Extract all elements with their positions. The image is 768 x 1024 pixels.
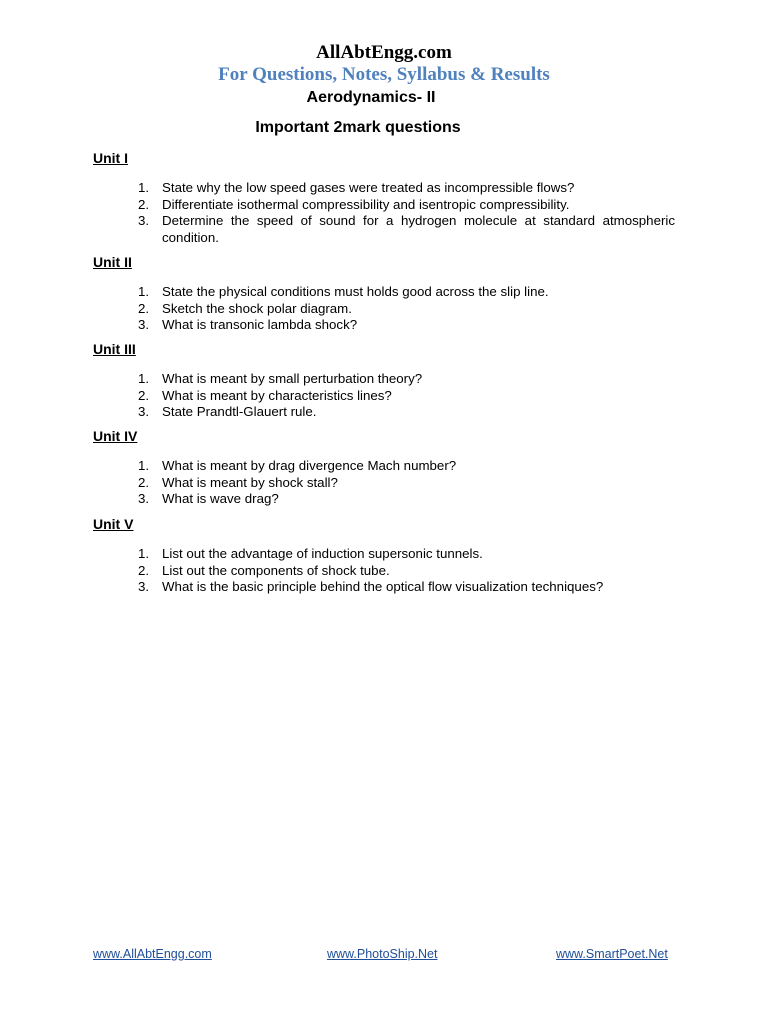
footer-link-smartpoet[interactable]: www.SmartPoet.Net [556, 947, 668, 961]
question-item [93, 180, 675, 197]
unit-title: Unit V [93, 516, 134, 532]
unit-section [93, 427, 693, 508]
question-text: Sketch the shock polar diagram. [162, 300, 352, 316]
unit-section [93, 515, 693, 596]
question-list [93, 371, 693, 421]
question-text: What is wave drag? [162, 491, 279, 506]
question-text: What is meant by characteristics lines? [162, 387, 392, 403]
question-item [93, 491, 675, 508]
question-text: State Prandtl-Glauert rule. [162, 404, 317, 419]
question-text: List out the components of shock tube. [162, 562, 390, 578]
question-text: State the physical conditions must holds good across the slip line. [162, 284, 549, 299]
question-text: List out the advantage of induction supersonic tunnels. [162, 546, 483, 561]
question-number: 3. [138, 317, 150, 332]
question-item [93, 284, 675, 301]
question-item [93, 213, 675, 246]
question-text: What is the basic principle behind the optical flow visualization techniques? [162, 579, 604, 594]
question-number: 1. [138, 180, 150, 195]
question-item [93, 404, 675, 421]
question-text: Determine the speed of sound for a hydrogen molecule at standard atmospheric condition. [162, 213, 675, 245]
question-number: 2. [138, 196, 150, 212]
site-tagline: For Questions, Notes, Syllabus & Results [218, 64, 550, 85]
question-item [93, 458, 675, 475]
unit-title: Unit I [93, 150, 128, 166]
question-item [93, 563, 675, 580]
document-heading: Important 2mark questions [255, 119, 461, 136]
question-item [93, 475, 675, 492]
question-number: 2. [138, 474, 150, 490]
question-text: Differentiate isothermal compressibility and isentropic compressibility. [162, 196, 570, 212]
question-list [93, 458, 693, 508]
unit-title: Unit IV [93, 428, 138, 444]
question-list [93, 284, 693, 334]
question-number: 2. [138, 300, 150, 316]
question-text: What is meant by small perturbation theory? [162, 371, 423, 386]
question-item [93, 546, 675, 563]
unit-section [93, 253, 693, 334]
question-text: What is meant by drag divergence Mach number? [162, 458, 457, 473]
question-number: 3. [138, 491, 150, 506]
question-text: What is meant by shock stall? [162, 474, 338, 490]
question-list [93, 180, 693, 246]
question-text: State why the low speed gases were treated as incompressible flows? [162, 180, 575, 195]
question-number: 1. [138, 546, 150, 561]
question-text: What is transonic lambda shock? [162, 317, 358, 332]
question-number: 3. [138, 213, 150, 228]
question-list [93, 546, 693, 596]
subject-title: Aerodynamics- II [306, 89, 436, 106]
question-item [93, 579, 675, 596]
unit-section [93, 149, 693, 246]
question-number: 3. [138, 579, 150, 594]
question-number: 3. [138, 404, 150, 419]
question-number: 2. [138, 562, 150, 578]
question-number: 1. [138, 371, 150, 386]
site-title: AllAbtEngg.com [316, 42, 452, 63]
unit-section [93, 340, 693, 421]
unit-title: Unit III [93, 341, 136, 357]
footer-link-photoship[interactable]: www.PhotoShip.Net [327, 947, 438, 961]
question-item [93, 388, 675, 405]
question-number: 2. [138, 387, 150, 403]
question-item [93, 371, 675, 388]
question-item [93, 301, 675, 318]
footer-link-allabtengg[interactable]: www.AllAbtEngg.com [93, 947, 212, 961]
question-number: 1. [138, 284, 150, 299]
unit-title: Unit II [93, 254, 132, 270]
question-number: 1. [138, 458, 150, 473]
question-item [93, 317, 675, 334]
question-item [93, 197, 675, 214]
